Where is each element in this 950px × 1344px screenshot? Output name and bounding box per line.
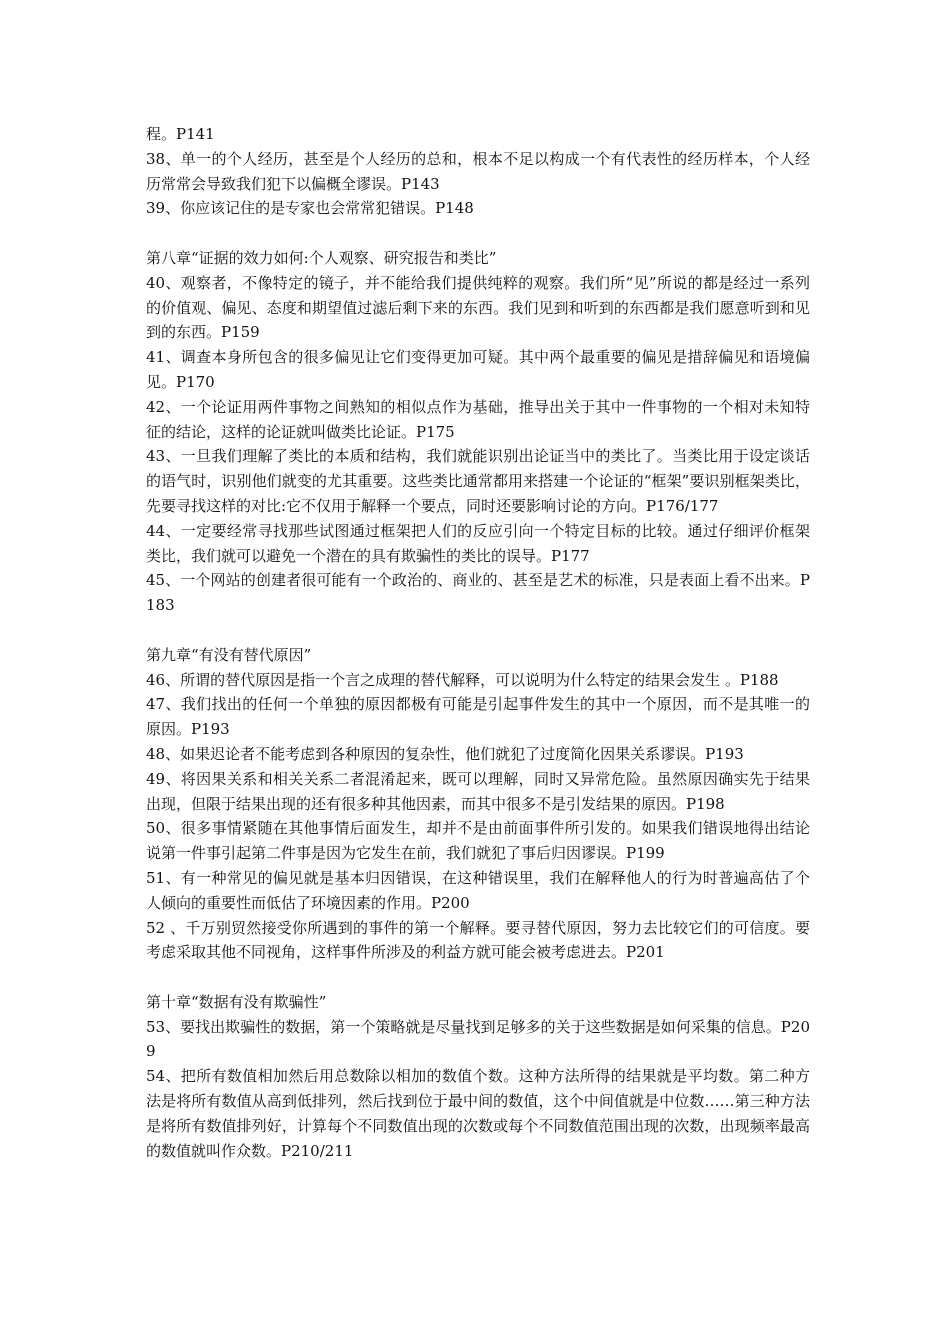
note-43: 43、一旦我们理解了类比的本质和结构，我们就能识别出论证当中的类比了。当类比用于设定谈话的语气时，识别他们就变的尤其重要。这些类比通常都用来搭建一个论证的“框架”要识别框架类比，先要寻找这样的对比:它不仅用于解释一个要点，同时还要影响讨论的方向。P176/177 bbox=[146, 447, 810, 515]
note-46: 46、所谓的替代原因是指一个言之成理的替代解释，可以说明为什么特定的结果会发生 。P188 bbox=[146, 670, 779, 689]
chapter-8-heading: 第八章“证据的效力如何:个人观察、研究报告和类比” bbox=[146, 248, 497, 267]
document-page bbox=[146, 122, 810, 1163]
note-41: 41、调查本身所包含的很多偏见让它们变得更加可疑。其中两个最重要的偏见是措辞偏见和语境偏见。P170 bbox=[146, 348, 810, 391]
note-51: 51、有一种常见的偏见就是基本归因错误，在这种错误里，我们在解释他人的行为时普遍高估了个人倾向的重要性而低估了环境因素的作用。P200 bbox=[146, 868, 810, 912]
note-53: 53、要找出欺骗性的数据，第一个策略就是尽量找到足够多的关于这些数据是如何采集的信息。P209 bbox=[146, 1017, 810, 1061]
note-45: 45、一个网站的创建者很可能有一个政治的、商业的、甚至是艺术的标准，只是表面上看不出来。P183 bbox=[146, 571, 810, 615]
note-52: 52 、千万别贸然接受你所遇到的事件的第一个解释。要寻替代原因，努力去比较它们的可信度。要考虑采取其他不同视角，这样事件所涉及的利益方就可能会被考虑进去。P201 bbox=[146, 918, 810, 962]
note-47: 47、我们找出的任何一个单独的原因都极有可能是引起事件发生的其中一个原因，而不是其唯一的原因。P193 bbox=[146, 695, 810, 739]
note-54: 54、把所有数值相加然后用总数除以相加的数值个数。这种方法所得的结果就是平均数。第二种方法是将所有数值从高到低排列，然后找到位于最中间的数值，这个中间值就是中位数……第三种方法是将所有数值排列好，计算每个不同数值出现的次数或每个不同数值范围出现的次数，出现频率最高的数值就叫作众数。P210/211 bbox=[146, 1067, 810, 1160]
note-50: 50、很多事情紧随在其他事情后面发生，却并不是由前面事件所引发的。如果我们错误地得出结论说第一件事引起第二件事是因为它发生在前，我们就犯了事后归因谬误。P199 bbox=[146, 819, 810, 863]
note-44: 44、一定要经常寻找那些试图通过框架把人们的反应引向一个特定目标的比较。通过仔细评价框架类比，我们就可以避免一个潜在的具有欺骗性的类比的误导。P177 bbox=[146, 521, 810, 565]
note-42: 42、一个论证用两件事物之间熟知的相似点作为基础，推导出关于其中一件事物的一个相对未知特征的结论，这样的论证就叫做类比论证。P175 bbox=[146, 397, 810, 441]
note-49: 49、将因果关系和相关关系二者混淆起来，既可以理解，同时又异常危险。虽然原因确实先于结果出现，但限于结果出现的还有很多种其他因素，而其中很多不是引发结果的原因。P198 bbox=[146, 769, 810, 813]
note-48: 48、如果迟论者不能考虑到各种原因的复杂性，他们就犯了过度简化因果关系谬误。P193 bbox=[146, 744, 744, 763]
chapter-10-heading: 第十章“数据有没有欺骗性” bbox=[146, 992, 327, 1011]
note-40: 40、观察者，不像特定的镜子，并不能给我们提供纯粹的观察。我们所“见”所说的都是经过一系列的价值观、偏见、态度和期望值过滤后剩下来的东西。我们见到和听到的东西都是我们愿意听到和见到的东西。P159 bbox=[146, 273, 810, 342]
chapter-9-heading: 第九章“有没有替代原因” bbox=[146, 645, 312, 664]
note-39: 39、你应该记住的是专家也会常常犯错误。P148 bbox=[146, 199, 474, 218]
paragraph-p141-tail: 程。P141 bbox=[146, 125, 215, 143]
note-38: 38、单一的个人经历，甚至是个人经历的总和，根本不足以构成一个有代表性的经历样本，个人经历常常会导致我们犯下以偏概全谬误。P143 bbox=[146, 149, 810, 193]
